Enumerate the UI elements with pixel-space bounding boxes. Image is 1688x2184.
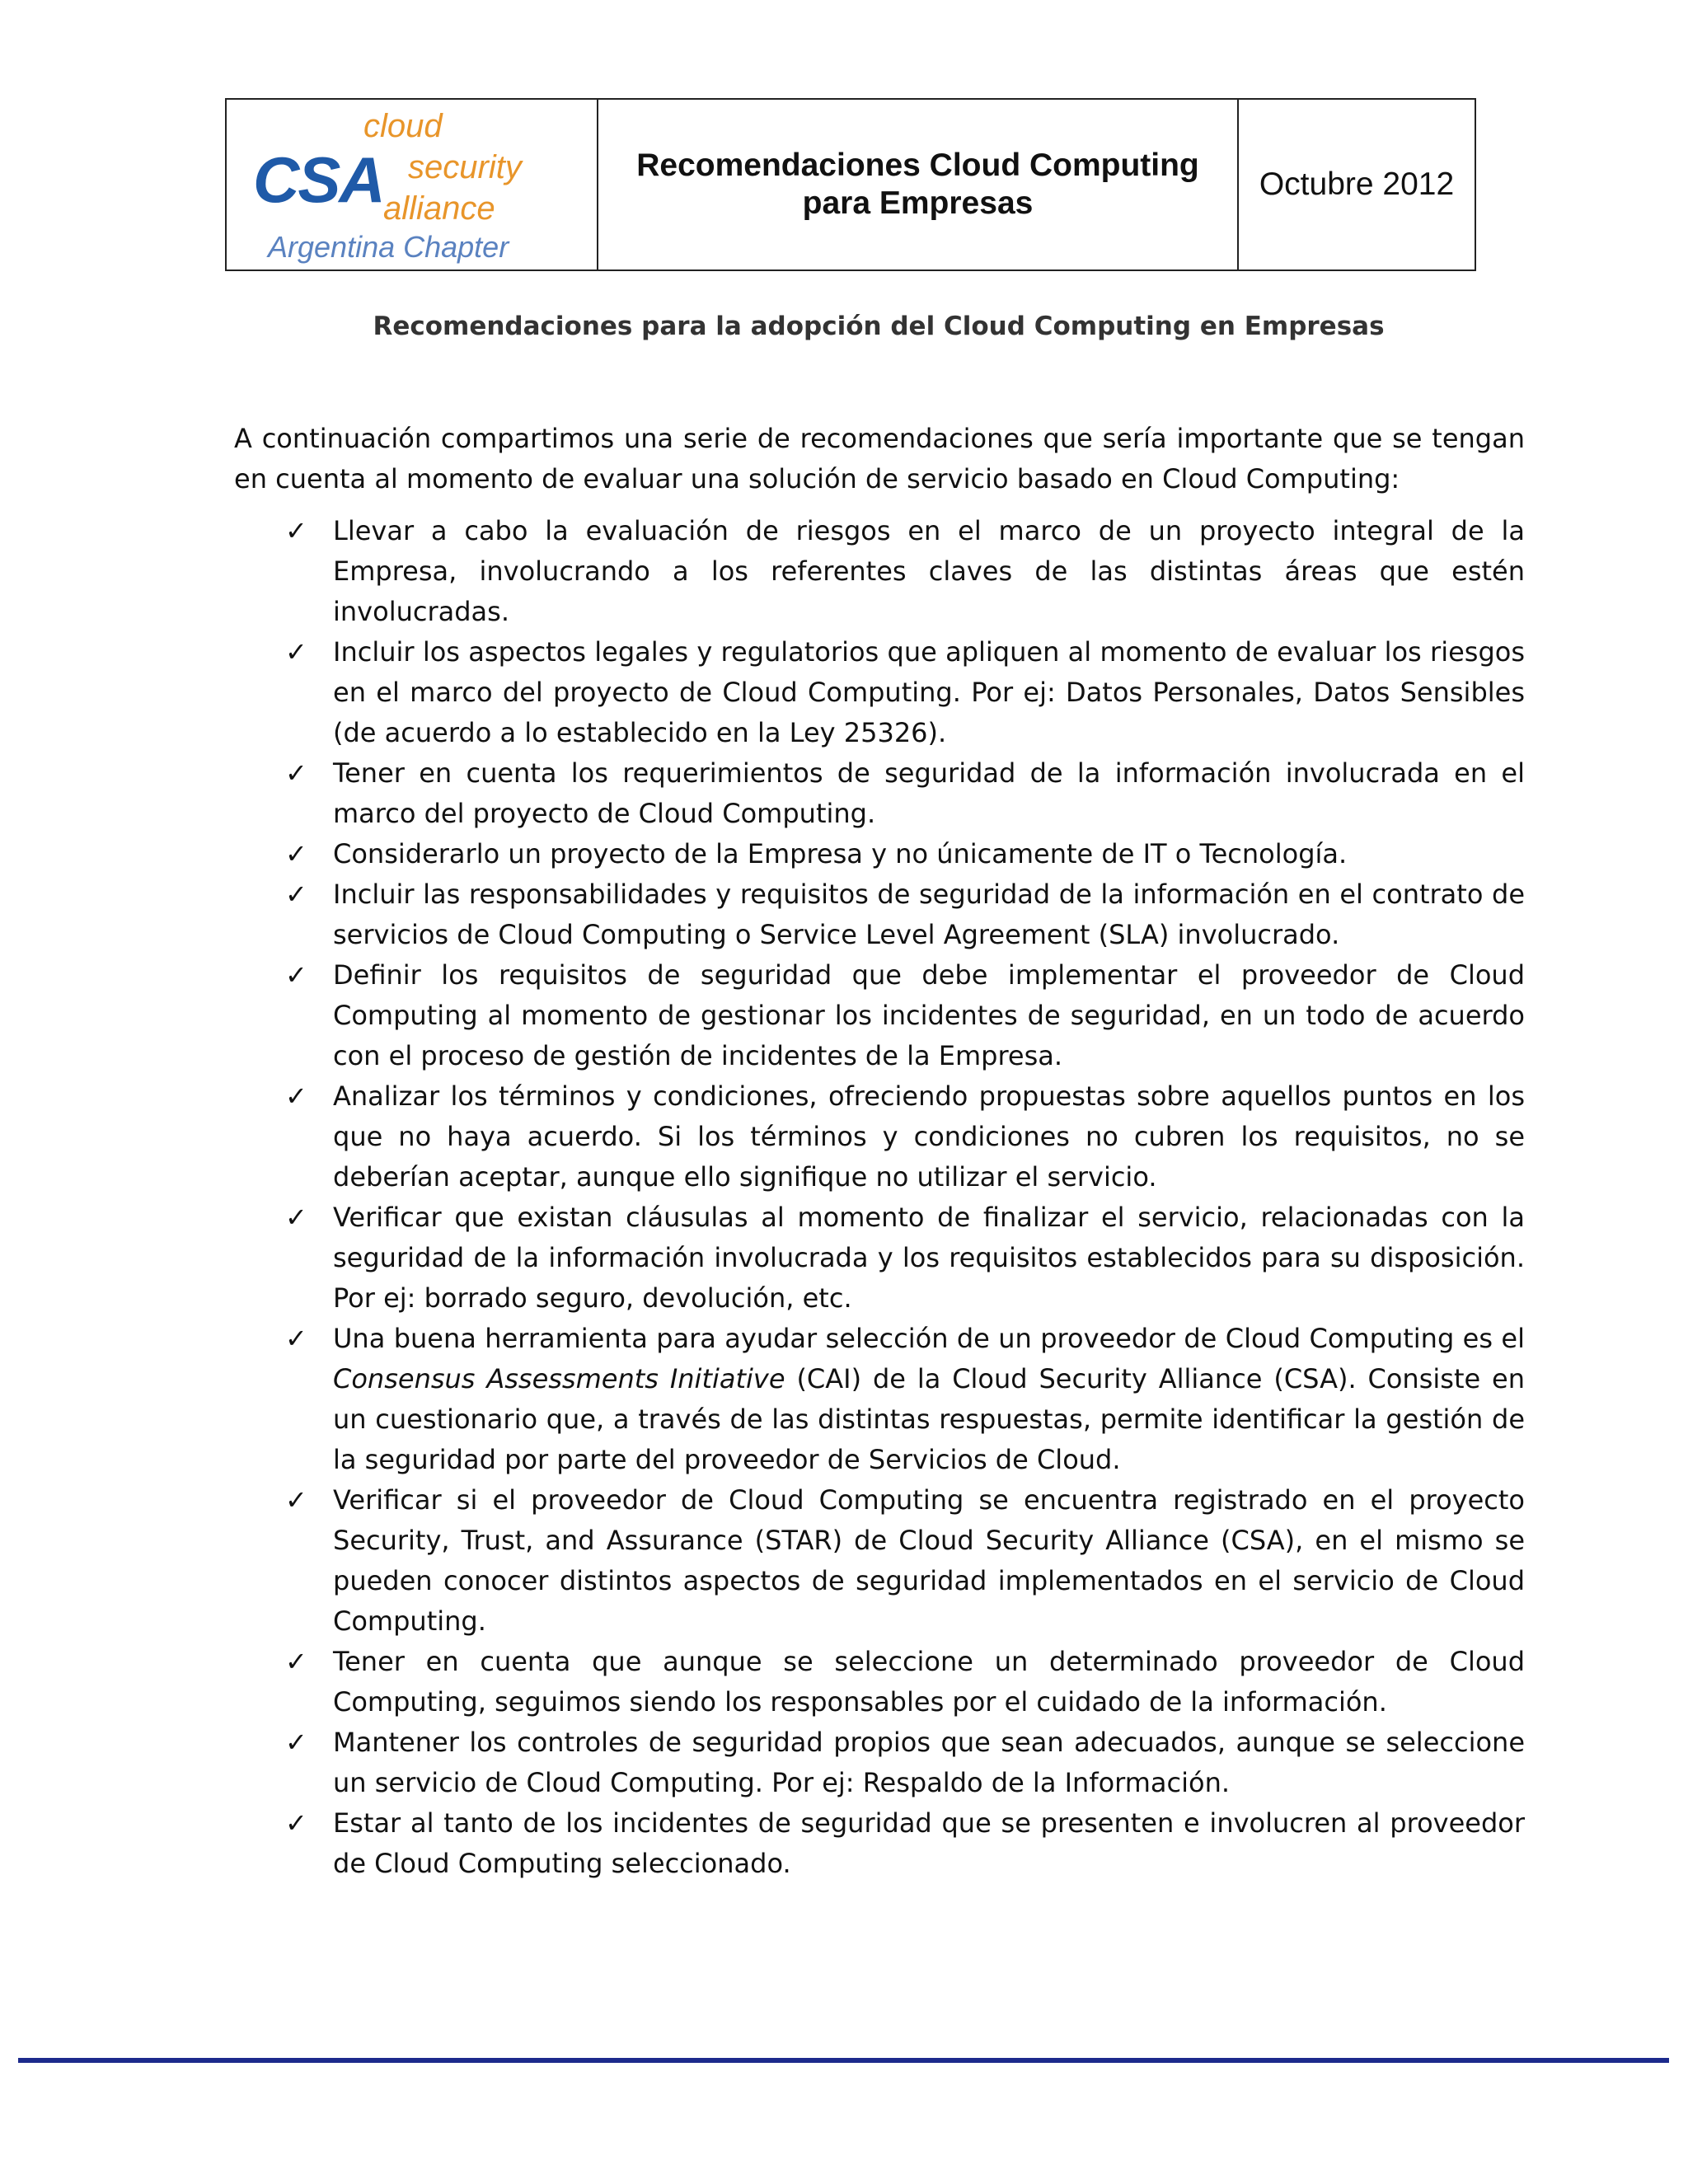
recommendation-list: [280, 511, 1525, 1884]
checkmark-icon: ✓: [285, 636, 307, 668]
list-item-text: Estar al tanto de los incidentes de seguridad que se presenten e involucren al proveedor de Cloud Computing seleccionado.: [333, 1807, 1525, 1879]
logo-csa-letters: CSA: [253, 143, 384, 216]
checkmark-icon: ✓: [285, 1484, 307, 1516]
checkmark-icon: ✓: [285, 879, 307, 910]
checkmark-icon: ✓: [285, 1202, 307, 1233]
checkmark-icon: ✓: [285, 1727, 307, 1758]
list-item: [280, 955, 1525, 1076]
list-item-text: Definir los requisitos de seguridad que debe implementar el proveedor de Cloud Computing al momento de gestionar los incidentes de seguridad, en un todo de acuerdo con el proceso de gestión de incidentes de la Empresa.: [333, 959, 1525, 1071]
checkmark-icon: ✓: [285, 1646, 307, 1677]
list-item: [280, 1803, 1525, 1884]
list-item-text: Tener en cuenta los requerimientos de seguridad de la información involucrada en el marco del proyecto de Cloud Computing.: [333, 757, 1525, 829]
header-table: [225, 98, 1476, 271]
checkmark-icon: ✓: [285, 515, 307, 546]
list-item-text: Llevar a cabo la evaluación de riesgos en el marco de un proyecto integral de la Empresa, involucrando a los referentes claves de las distintas áreas que estén involucradas.: [333, 515, 1525, 627]
list-item: [280, 511, 1525, 632]
checkmark-icon: ✓: [285, 1323, 307, 1354]
intro-paragraph: A continuación compartimos una serie de recomendaciones que sería importante que se tengan en cuenta al momento de evaluar una solución de servicio basado en Cloud Computing:: [234, 423, 1525, 494]
header-title-line-2: para Empresas: [802, 185, 1034, 221]
list-item: [280, 874, 1525, 955]
checkmark-icon: ✓: [285, 959, 307, 991]
header-title-line-1: Recomendaciones Cloud Computing: [636, 148, 1199, 183]
list-item: [280, 1480, 1525, 1642]
logo-word-cloud: cloud: [363, 108, 443, 144]
list-item: [280, 1642, 1525, 1722]
list-item-text-after: (CAI) de la Cloud Security Alliance (CSA). Consiste en un cuestionario que, a través de las distintas respuestas, permite identificar la gestión de la seguridad por parte del proveedor de Servicios de Cloud.: [333, 1363, 1526, 1475]
footer-rule: [18, 2058, 1669, 2063]
checkmark-icon: ✓: [285, 838, 307, 869]
list-item: [280, 1722, 1525, 1803]
csa-logo: [227, 100, 598, 269]
checkmark-icon: ✓: [285, 1807, 307, 1839]
list-item-italic-text: Consensus Assessments Initiative: [333, 1363, 785, 1394]
logo-chapter: Argentina Chapter: [268, 230, 509, 264]
list-item-text: Analizar los términos y condiciones, ofreciendo propuestas sobre aquellos puntos en los que no haya acuerdo. Si los términos y condiciones no cubren los requisitos, no se deberían aceptar, aunque ello signifique no utilizar el servicio.: [333, 1080, 1525, 1193]
logo-word-security: security: [408, 149, 522, 185]
list-item-text: Incluir las responsabilidades y requisitos de seguridad de la información en el contrato de servicios de Cloud Computing o Service Level Agreement (SLA) involucrado.: [333, 879, 1525, 950]
list-item: [280, 632, 1525, 753]
logo-word-alliance: alliance: [383, 190, 495, 227]
checkmark-icon: ✓: [285, 757, 307, 789]
list-item-text: Considerarlo un proyecto de la Empresa y no únicamente de IT o Tecnología.: [333, 838, 1348, 869]
list-item: [280, 834, 1525, 874]
list-item: [280, 1319, 1525, 1480]
list-item: [280, 1197, 1525, 1319]
header-date-cell: [1239, 100, 1475, 269]
document-heading: Recomendaciones para la adopción del Cloud Computing en Empresas: [373, 312, 1385, 341]
header-title-cell: [598, 100, 1239, 269]
list-item-text: Tener en cuenta que aunque se seleccione un determinado proveedor de Cloud Computing, seguimos siendo los responsables por el cuidado de la información.: [333, 1646, 1525, 1718]
list-item-text: Una buena herramienta para ayudar selección de un proveedor de Cloud Computing es el: [333, 1323, 1525, 1354]
list-item: [280, 753, 1525, 834]
header-date: Octubre 2012: [1259, 166, 1455, 202]
checkmark-icon: ✓: [285, 1080, 307, 1112]
list-item-text: Verificar que existan cláusulas al momento de finalizar el servicio, relacionadas con la seguridad de la información involucrada y los requisitos establecidos para su disposición. Por ej: borrado seguro, devolución, etc.: [333, 1202, 1525, 1314]
list-item: [280, 1076, 1525, 1197]
list-item-text: Incluir los aspectos legales y regulatorios que apliquen al momento de evaluar los riesgos en el marco del proyecto de Cloud Computing. Por ej: Datos Personales, Datos Sensibles (de acuerdo a lo establecido en la Ley 25326).: [333, 636, 1525, 748]
list-item-text: Mantener los controles de seguridad propios que sean adecuados, aunque se seleccione un servicio de Cloud Computing. Por ej: Respaldo de la Información.: [333, 1727, 1525, 1798]
list-item-text: Verificar si el proveedor de Cloud Computing se encuentra registrado en el proyecto Security, Trust, and Assurance (STAR) de Cloud Security Alliance (CSA), en el mismo se pueden conocer distintos aspectos de seguridad implementados en el servicio de Cloud Computing.: [333, 1484, 1525, 1637]
